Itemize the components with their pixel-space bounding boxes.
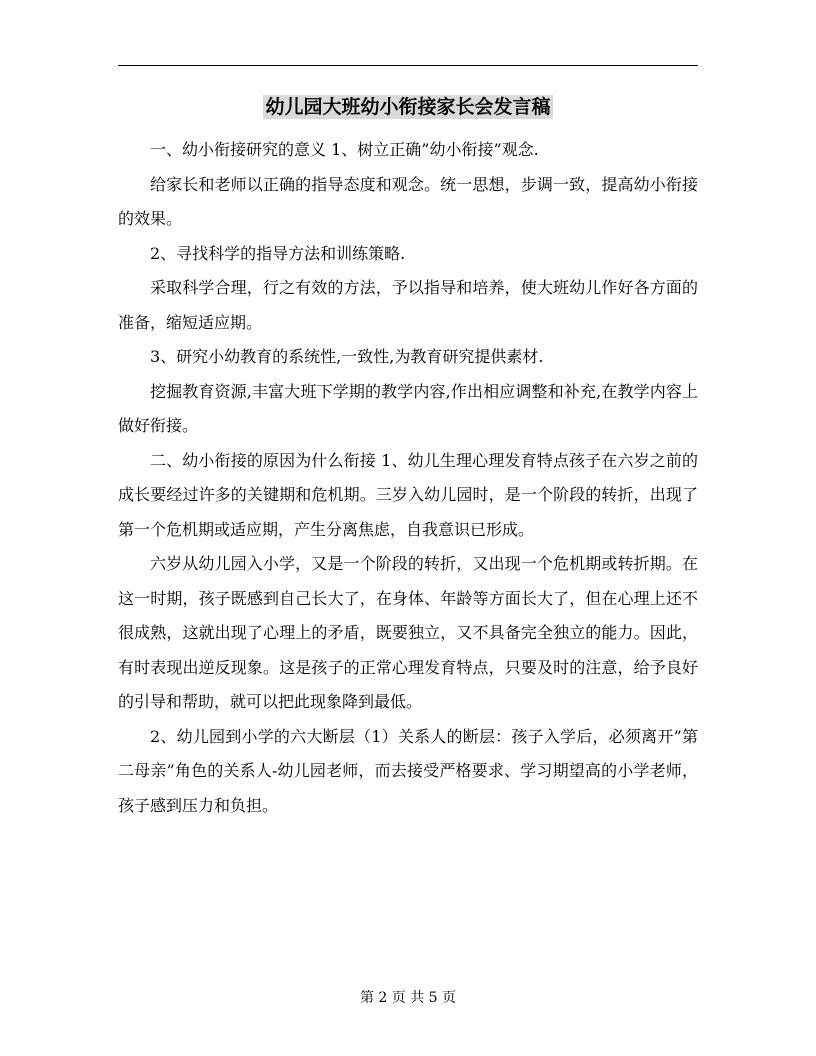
page-number: 第 2 页 共 5 页 — [359, 990, 457, 1006]
paragraph-3: 2、寻找科学的指导方法和训练策略. — [150, 243, 406, 263]
paragraph-7: 二、幼小衔接的原因为什么衔接 1、幼儿生理心理发育特点孩子在六岁之前的成长要经过许多的关键期和危机期。三岁入幼儿园时，是一个阶段的转折，出现了第一个危机期或适应期，产生分离焦虑，自我意识已形成。 — [118, 450, 698, 539]
paragraph-5: 3、研究小幼教育的系统性,一致性,为教育研究提供素材. — [150, 347, 544, 366]
paragraph-8: 六岁从幼儿园入小学，又是一个阶段的转折，又出现一个危机期或转折期。在这一时期，孩子既感到自己长大了，在身体、年龄等方面长大了，但在心理上还不很成熟，这就出现了心理上的矛盾，既要独立，又不具备完全独立的能力。因此，有时表现出逆反现象。这是孩子的正常心理发育特点，只要及时的注意，给予良好的引导和帮助，就可以把此现象降到最低。 — [118, 554, 698, 711]
document-body — [118, 133, 698, 823]
document-title-text: 幼儿园大班幼小衔接家长会发言稿 — [265, 96, 551, 118]
document-title — [0, 92, 816, 122]
paragraph-9: 2、幼儿园到小学的六大断层（1）关系人的断层：孩子入学后，必须离开”第二母亲”角色的关系人-幼儿园老师，而去接受严格要求、学习期望高的小学老师，孩子感到压力和负担。 — [118, 726, 698, 815]
header-rule — [118, 65, 698, 66]
paragraph-6: 挖掘教育资源,丰富大班下学期的教学内容,作出相应调整和补充,在教学内容上做好衔接。 — [118, 381, 698, 435]
paragraph-2: 给家长和老师以正确的指导态度和观念。统一思想，步调一致，提高幼小衔接的效果。 — [118, 174, 698, 228]
paragraph-1: 一、幼小衔接研究的意义 1、树立正确”幼小衔接”观念. — [150, 140, 539, 159]
paragraph-4: 采取科学合理，行之有效的方法，予以指导和培养，使大班幼儿作好各方面的准备，缩短适应期。 — [118, 278, 698, 332]
